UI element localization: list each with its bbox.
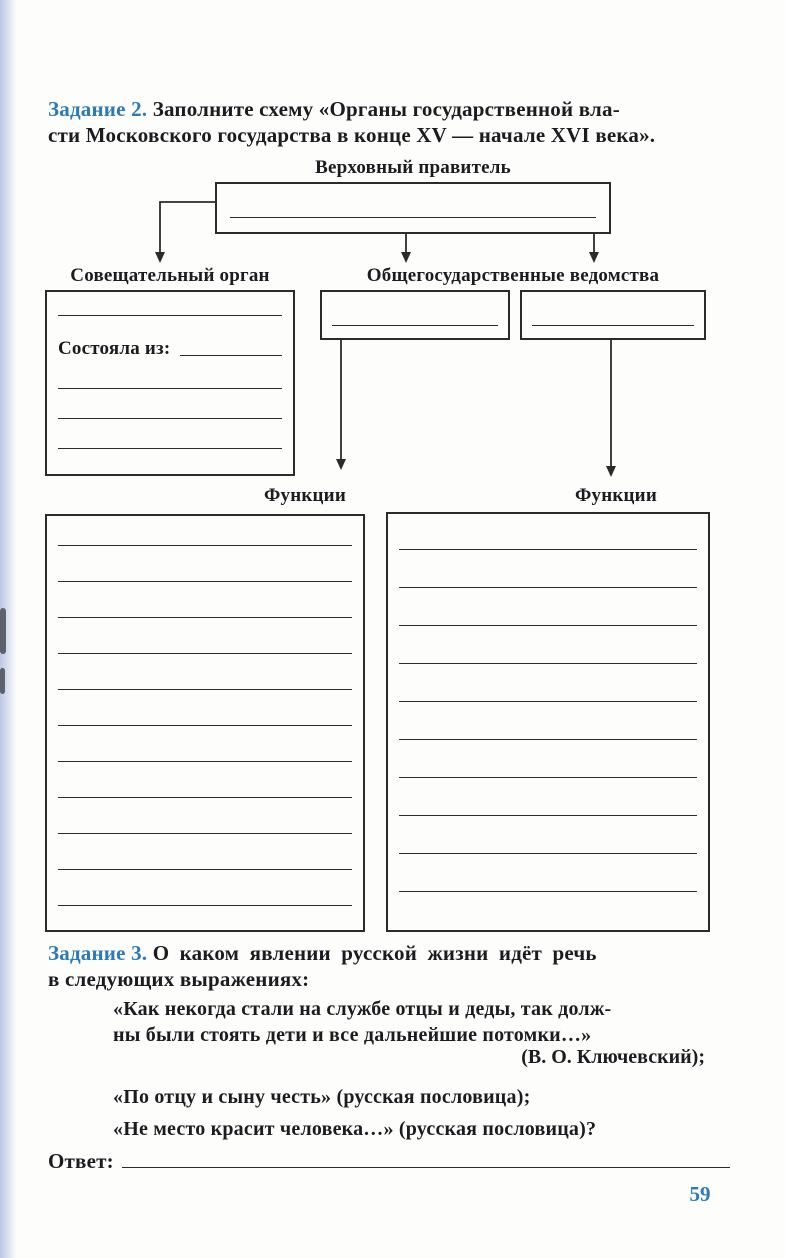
write-line[interactable] <box>58 448 282 449</box>
task3-intro-line1: О каком явлении русской жизни идёт речь <box>152 941 597 965</box>
task2-label: Задание 2. <box>48 97 148 121</box>
write-line[interactable] <box>399 739 697 740</box>
write-line[interactable] <box>58 869 352 870</box>
write-line[interactable] <box>58 315 282 316</box>
write-line[interactable] <box>399 815 697 816</box>
write-line[interactable] <box>58 689 352 690</box>
write-line[interactable] <box>399 625 697 626</box>
task2-text-line2: сти Московского государства в конце XV — начале XVI века». <box>48 123 656 147</box>
write-line[interactable] <box>58 617 352 618</box>
task3-line1 <box>48 940 748 966</box>
scan-artifact <box>0 608 6 654</box>
arrow-to-functions-left-head <box>336 459 346 470</box>
answer-label: Ответ: <box>48 1149 114 1173</box>
scan-artifact <box>0 668 5 694</box>
write-line[interactable] <box>399 777 697 778</box>
department-box-right <box>520 290 706 340</box>
task3-paragraph <box>48 940 748 992</box>
write-line[interactable] <box>58 418 282 419</box>
write-line[interactable] <box>399 663 697 664</box>
task3-label: Задание 3. <box>48 941 148 965</box>
arrow-to-department-right-head <box>589 252 599 263</box>
arrow-to-department-left-head <box>401 252 411 263</box>
write-line[interactable] <box>58 833 352 834</box>
task2-text-line1: Заполните схему «Органы государственной вла- <box>152 97 620 121</box>
supreme-ruler-box <box>215 182 611 234</box>
write-line[interactable] <box>399 701 697 702</box>
write-line[interactable] <box>58 905 352 906</box>
write-line[interactable] <box>58 388 282 389</box>
write-line[interactable] <box>399 549 697 550</box>
write-line[interactable] <box>58 653 352 654</box>
write-line[interactable] <box>58 545 352 546</box>
write-line[interactable] <box>58 725 352 726</box>
write-line[interactable] <box>532 325 694 326</box>
quote-attribution: (В. О. Ключевский); <box>521 1046 705 1068</box>
quote-proverb-2: «Не место красит человека…» (русская пословица)? <box>113 1118 597 1140</box>
functions-label-right: Функции <box>575 485 657 506</box>
department-box-left <box>320 290 510 340</box>
page-number: 59 <box>689 1182 711 1206</box>
quote-klyuchevsky-line1: «Как некогда стали на службе отцы и деды, так долж- <box>113 998 612 1020</box>
task3-intro-line2: в следующих выражениях: <box>48 967 310 991</box>
write-line[interactable] <box>399 853 697 854</box>
quote-klyuchevsky <box>113 996 713 1048</box>
quote-klyuchevsky-line2: ны были стоять дети и все дальнейшие потомки…» <box>113 1024 592 1046</box>
write-line[interactable] <box>58 761 352 762</box>
task2-paragraph <box>48 96 748 148</box>
arrow-to-advisory-line <box>160 202 215 253</box>
arrow-to-advisory-head <box>155 252 165 263</box>
advisory-composition-label: Состояла из: <box>58 338 171 359</box>
departments-label: Общегосударственные ведомства <box>366 265 660 286</box>
write-line[interactable] <box>230 217 596 218</box>
write-line[interactable] <box>58 581 352 582</box>
write-line[interactable] <box>332 325 498 326</box>
write-line[interactable] <box>58 797 352 798</box>
supreme-ruler-label: Верховный правитель <box>315 157 511 178</box>
write-line[interactable] <box>399 587 697 588</box>
functions-label-left: Функции <box>264 485 346 506</box>
write-line[interactable] <box>399 891 697 892</box>
arrow-to-functions-right-head <box>606 466 616 477</box>
quote-proverb-1: «По отцу и сыну честь» (русская пословица); <box>113 1086 531 1108</box>
functions-box-right <box>386 512 710 932</box>
advisory-organ-label: Совещательный орган <box>70 265 270 286</box>
answer-write-line[interactable] <box>122 1167 730 1168</box>
write-line[interactable] <box>180 355 282 356</box>
task2-line1 <box>48 96 748 122</box>
